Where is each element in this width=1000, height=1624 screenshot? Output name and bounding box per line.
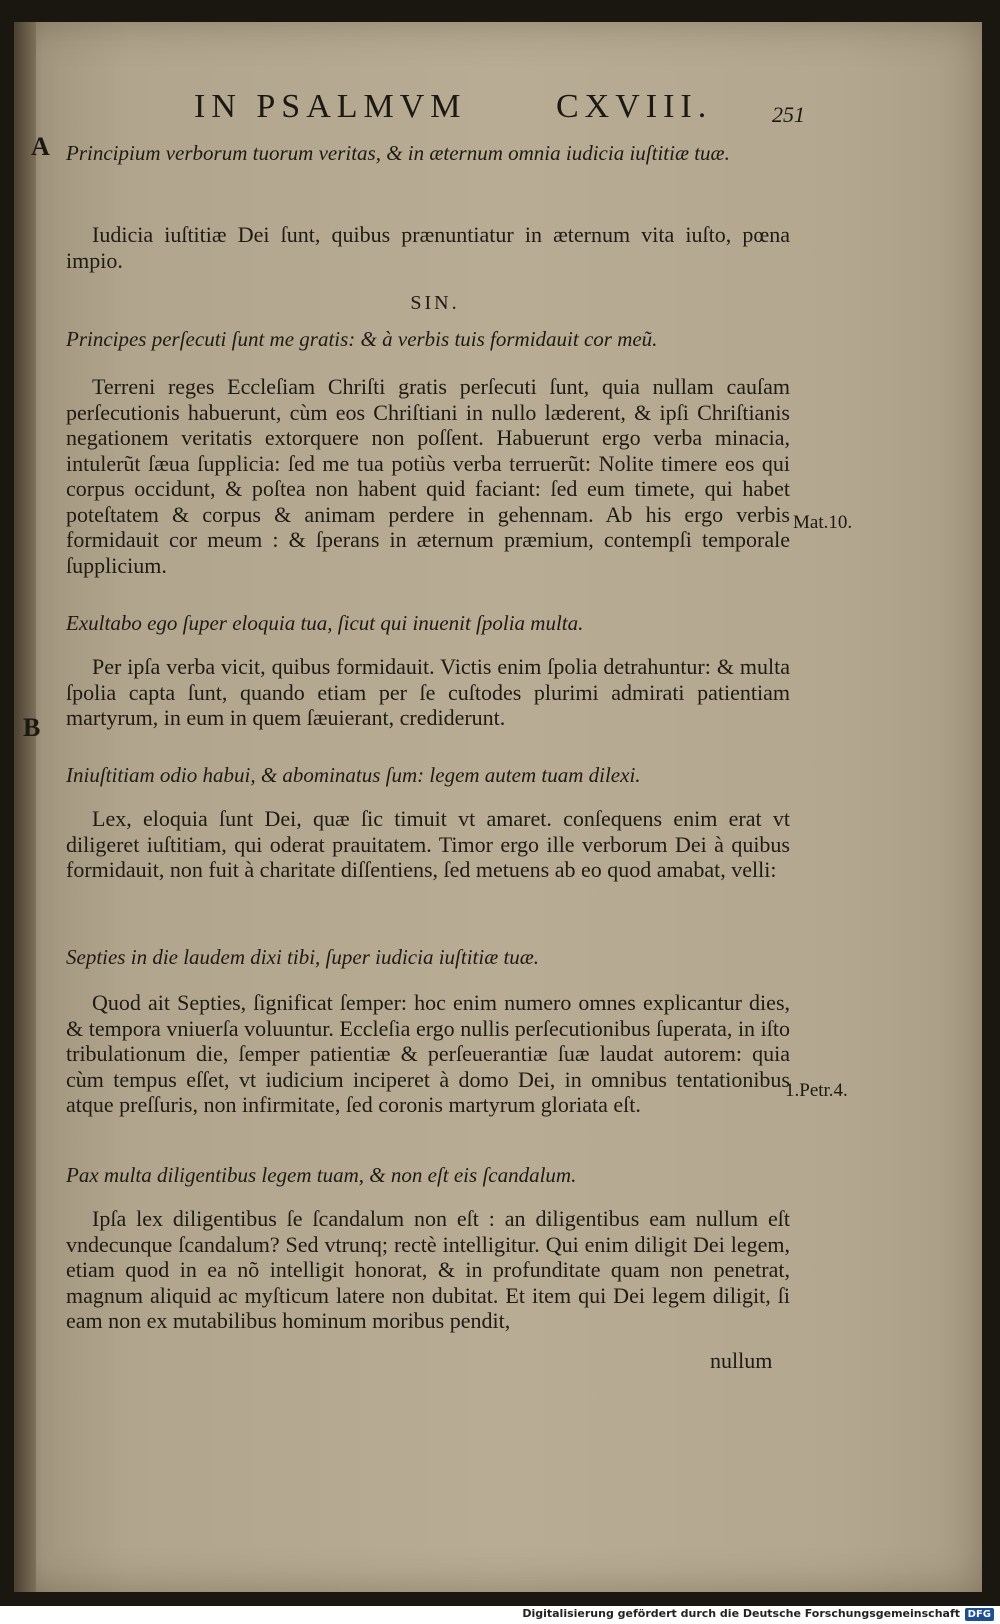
commentary-per-ipsa-verba: Per ipſa verba vicit, quibus formidauit. Victis enim ſpolia detrahuntur: & multa ſpolia capta ſunt, quando etiam per ſe cuſtodes plurimi admirati patientiam martyrum, in eum in quem ſæuierant, crediderunt.: [66, 654, 790, 730]
footer-credit-text: Digitalisierung gefördert durch die Deutsche Forschungsgemeinschaft: [522, 1607, 960, 1620]
commentary-quod-ait-septies: Quod ait Septies, ſignificat ſemper: hoc enim numero omnes explicantur dies, & tempora vniuerſa voluuntur. Eccleſia ergo nullis perſecutionibus ſuperata, in iſto tribulationum die, ſemper patientiæ & perſeuerantiæ ſuæ laudat autorem: quia cùm tempus eſſet, vt iudicium inciperet à domo Dei, in omnibus tentationibus atque preſſuris, non infirmitate, ſed coronis martyrum gloriata eſt.: [66, 990, 790, 1117]
section-mark-a: A: [31, 132, 50, 161]
digitization-footer: [0, 1606, 1000, 1624]
commentary-terreni-reges: Terreni reges Eccleſiam Chriſti gratis perſecuti ſunt, quia nullam cauſam perſecutionis habuerunt, cùm eos Chriſtiani in nullo læderent, & ipſi Chriſtianis negationem veritatis extorquere non poſſent. Habuerunt ergo verba minacia, intulerũt ſæua ſupplicia: ſed me tua potiùs verba terruerũt: Nolite timere eos qui corpus occidunt, & poſtea non habent quid faciant: ſed eum timete, qui habet poteſtatem & corpus & animam perdere in gehennam. Ab his ergo verbis formidauit cor meum : & ſperans in æternum præmium, contempſi temporale ſupplicium.: [66, 374, 790, 578]
commentary-iudicia: Iudicia iuſtitiæ Dei ſunt, quibus prænuntiatur in æternum vita iuſto, pœna impio.: [66, 222, 790, 273]
margin-note-peter: 1.Petr.4.: [785, 1080, 848, 1101]
verse-principes: Principes perſecuti ſunt me gratis: & à verbis tuis formidauit cor meũ.: [66, 327, 658, 351]
section-heading-sin: SIN.: [410, 292, 460, 314]
catchword: nullum: [710, 1348, 773, 1373]
commentary-lex-eloquia: Lex, eloquia ſunt Dei, quæ ſic timuit vt amaret. conſequens enim erat vt diligeret iuſtitiam, qui oderat prauitatem. Timor ergo ille verborum Dei à quibus formidauit, non fuit à charitate diſſentiens, ſed metuens ab eo quod amabat, velli:: [66, 806, 790, 882]
book-binding: [14, 22, 36, 1592]
page-number: 251: [772, 102, 805, 127]
running-head-title: IN PSALMVM: [194, 88, 467, 125]
dfg-logo: DFG: [965, 1608, 994, 1621]
verse-iniustitiam: Iniuſtitiam odio habui, & abominatus ſum: legem autem tuam dilexi.: [66, 763, 641, 787]
verse-septies: Septies in die laudem dixi tibi, ſuper iudicia iuſtitiæ tuæ.: [66, 945, 540, 969]
margin-note-matthew: Mat.10.: [793, 512, 853, 533]
section-mark-b: B: [23, 713, 41, 742]
book-page: [14, 22, 982, 1592]
commentary-ipsa-lex: Ipſa lex diligentibus ſe ſcandalum non eſt : an diligentibus eam nullum eſt vndecunque ſcandalum? Sed vtrunq; rectè intelligitur. Qui enim diligit Dei legem, etiam quod in ea nõ intelligit honorat, & in profunditate quam non penetrat, magnum aliquid ac myſticum latere non dubitat. Et item qui Dei legem diligit, ſi eam non ex mutabilibus hominum moribus pendit,: [66, 1206, 790, 1333]
running-head-psalm-number: CXVIII.: [556, 88, 713, 125]
verse-exultabo: Exultabo ego ſuper eloquia tua, ſicut qui inuenit ſpolia multa.: [66, 611, 584, 635]
verse-pax-multa: Pax multa diligentibus legem tuam, & non eſt eis ſcandalum.: [66, 1163, 577, 1187]
verse-principium: Principium verborum tuorum veritas, & in æternum omnia iudicia iuſtitiæ tuæ.: [66, 141, 730, 165]
